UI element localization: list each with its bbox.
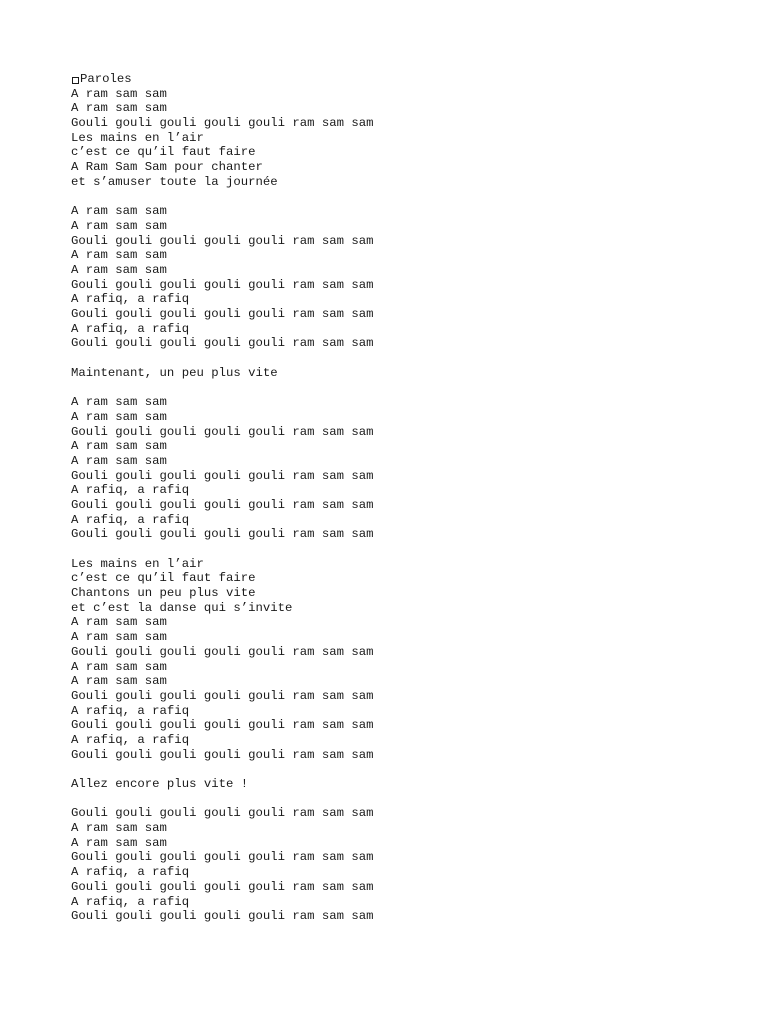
lyric-line: A ram sam sam: [71, 453, 167, 468]
lyric-line: A rafiq, a rafiq: [71, 292, 190, 307]
lyric-line: Gouli gouli gouli gouli gouli ram sam sam: [71, 424, 374, 439]
lyrics-lines: [71, 87, 751, 924]
lyric-line: Les mains en l’air: [71, 130, 204, 145]
lyric-line: et s’amuser toute la journée: [71, 174, 278, 189]
lyric-line: A rafiq, a rafiq: [71, 865, 190, 880]
blank-line: [71, 190, 751, 205]
lyric-line: Gouli gouli gouli gouli gouli ram sam sam: [71, 909, 374, 924]
lyric-line: A ram sam sam: [71, 659, 167, 674]
lyric-line: A rafiq, a rafiq: [71, 703, 190, 718]
lyric-line: A ram sam sam: [71, 630, 167, 645]
lyrics-heading: [71, 72, 751, 87]
lyrics-document: [71, 72, 751, 924]
lyric-line: Gouli gouli gouli gouli gouli ram sam sam: [71, 277, 374, 292]
lyric-line: A rafiq, a rafiq: [71, 321, 190, 336]
lyric-line: Gouli gouli gouli gouli gouli ram sam sam: [71, 116, 374, 131]
lyric-line: Gouli gouli gouli gouli gouli ram sam sam: [71, 688, 374, 703]
lyric-line: Gouli gouli gouli gouli gouli ram sam sam: [71, 527, 374, 542]
lyric-line: A Ram Sam Sam pour chanter: [71, 160, 263, 175]
lyric-line: A ram sam sam: [71, 101, 167, 116]
lyric-line: Gouli gouli gouli gouli gouli ram sam sam: [71, 747, 374, 762]
lyric-line: Gouli gouli gouli gouli gouli ram sam sam: [71, 879, 374, 894]
blank-line: [71, 542, 751, 557]
blank-line: [71, 792, 751, 807]
lyric-line: A ram sam sam: [71, 615, 167, 630]
lyric-line: Gouli gouli gouli gouli gouli ram sam sam: [71, 806, 374, 821]
lyric-line: Gouli gouli gouli gouli gouli ram sam sam: [71, 497, 374, 512]
lyric-line: A ram sam sam: [71, 248, 167, 263]
lyric-line: A rafiq, a rafiq: [71, 894, 190, 909]
lyric-line: A rafiq, a rafiq: [71, 483, 190, 498]
lyric-line: A ram sam sam: [71, 204, 167, 219]
blank-line: [71, 351, 751, 366]
lyric-line: Chantons un peu plus vite: [71, 586, 256, 601]
lyric-line: c’est ce qu’il faut faire: [71, 571, 256, 586]
blank-line: [71, 380, 751, 395]
lyric-line: A ram sam sam: [71, 409, 167, 424]
lyric-line: Gouli gouli gouli gouli gouli ram sam sam: [71, 233, 374, 248]
box-glyph-icon: [72, 77, 79, 84]
lyric-line: Gouli gouli gouli gouli gouli ram sam sam: [71, 336, 374, 351]
lyric-line: Gouli gouli gouli gouli gouli ram sam sam: [71, 468, 374, 483]
lyric-line: A ram sam sam: [71, 262, 167, 277]
lyric-line: A rafiq, a rafiq: [71, 512, 190, 527]
lyric-line: A ram sam sam: [71, 835, 167, 850]
lyric-line: Gouli gouli gouli gouli gouli ram sam sam: [71, 850, 374, 865]
blank-line: [71, 762, 751, 777]
lyric-line: A ram sam sam: [71, 218, 167, 233]
heading-text: Paroles: [80, 72, 132, 86]
lyric-line: A rafiq, a rafiq: [71, 732, 190, 747]
lyric-line: et c’est la danse qui s’invite: [71, 600, 293, 615]
lyric-line: Maintenant, un peu plus vite: [71, 365, 278, 380]
lyric-line: Gouli gouli gouli gouli gouli ram sam sam: [71, 644, 374, 659]
lyric-line: A ram sam sam: [71, 395, 167, 410]
lyric-line: Allez encore plus vite !: [71, 777, 249, 791]
lyric-line: A ram sam sam: [71, 821, 167, 836]
lyric-line: Gouli gouli gouli gouli gouli ram sam sam: [71, 718, 374, 733]
lyric-line: Gouli gouli gouli gouli gouli ram sam sam: [71, 307, 374, 321]
lyric-line: Les mains en l’air: [71, 556, 204, 571]
lyric-line: A ram sam sam: [71, 86, 167, 101]
lyric-line: c’est ce qu’il faut faire: [71, 145, 256, 160]
lyric-line: A ram sam sam: [71, 439, 167, 454]
lyric-line: A ram sam sam: [71, 674, 167, 689]
